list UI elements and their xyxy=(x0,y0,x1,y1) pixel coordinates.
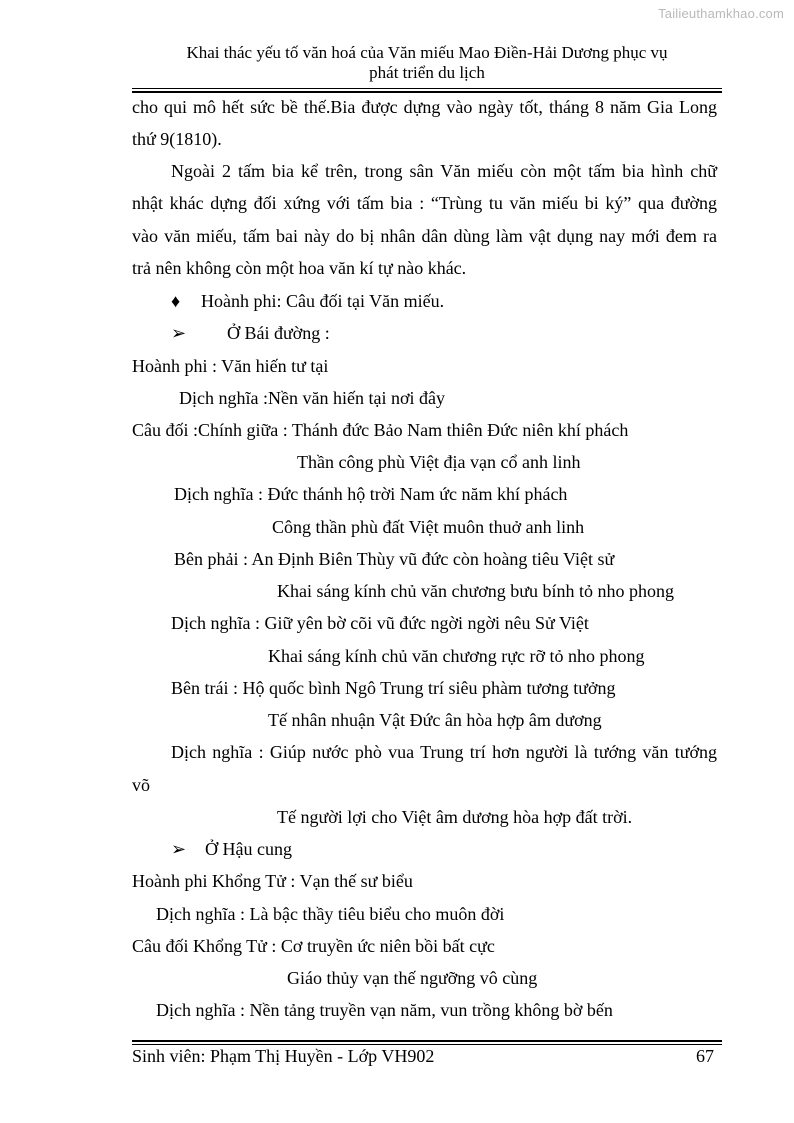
diamond-bullet-icon: ♦ xyxy=(171,291,181,311)
bullet-item xyxy=(171,838,292,860)
header-title-line-1: Khai thác yếu tố văn hoá của Văn miếu Mao Điền-Hải Dương phục vụ xyxy=(186,43,668,62)
body-line: nhật khác dựng đối xứng với tấm bia : “Trùng tu văn miếu bi ký” qua đường xyxy=(132,193,717,213)
body-line: võ xyxy=(132,775,150,795)
body-line: trả nên không còn một hoa văn kí tự nào khác. xyxy=(132,258,467,278)
watermark: Tailieuthamkhao.com xyxy=(658,6,784,21)
body-line: Thần công phù Việt địa vạn cổ anh linh xyxy=(297,452,581,472)
body-line: Dịch nghĩa : Giữ yên bờ cõi vũ đức ngời ngời nêu Sử Việt xyxy=(171,613,589,633)
header-title-line-2: phát triển du lịch xyxy=(369,63,485,82)
body-line: Hoành phi Khổng Tử : Vạn thế sư biểu xyxy=(132,871,413,891)
body-line: Hoành phi : Văn hiến tư tại xyxy=(132,356,329,376)
arrow-bullet-icon: ➢ xyxy=(171,323,187,343)
body-line: thứ 9(1810). xyxy=(132,129,222,149)
body-line: Bên phải : An Định Biên Thùy vũ đức còn hoàng tiêu Việt sử xyxy=(174,549,615,569)
body-line: Dịch nghĩa : Đức thánh hộ trời Nam ức năm khí phách xyxy=(174,484,568,504)
header-rule xyxy=(132,88,722,89)
body-line: Tế người lợi cho Việt âm dương hòa hợp đất trời. xyxy=(277,807,633,827)
bullet-text: Hoành phi: Câu đối tại Văn miếu. xyxy=(201,291,445,311)
body-line: Dịch nghĩa : Giúp nước phò vua Trung trí hơn người là tướng văn tướng xyxy=(171,742,717,762)
bullet-item xyxy=(171,322,330,344)
bullet-text: Ở Hậu cung xyxy=(205,839,292,859)
footer-rule-thick xyxy=(132,1040,722,1042)
bullet-text: Ở Bái đường : xyxy=(227,323,330,343)
bullet-item xyxy=(171,290,444,312)
body-line: Dịch nghĩa :Nền văn hiến tại nơi đây xyxy=(179,388,445,408)
body-line: Câu đối :Chính giữa : Thánh đức Bảo Nam thiên Đức niên khí phách xyxy=(132,420,629,440)
body-line: Khai sáng kính chủ văn chương bưu bính tỏ nho phong xyxy=(277,581,674,601)
body-line: cho qui mô hết sức bề thế.Bia được dựng vào ngày tốt, tháng 8 năm Gia Long xyxy=(132,97,717,117)
arrow-bullet-icon: ➢ xyxy=(171,839,187,859)
body-line: Công thần phù đất Việt muôn thuở anh linh xyxy=(272,517,585,537)
page-number: 67 xyxy=(696,1046,714,1066)
body-line: Giáo thủy vạn thế ngưỡng vô cùng xyxy=(287,968,538,988)
body-line: Tế nhân nhuận Vật Đức ân hòa hợp âm dương xyxy=(268,710,602,730)
body-line: Dịch nghĩa : Nền tảng truyền vạn năm, vun trồng không bờ bến xyxy=(156,1000,613,1020)
body-line: Dịch nghĩa : Là bậc thầy tiêu biểu cho muôn đời xyxy=(156,904,505,924)
body-line: Bên trái : Hộ quốc bình Ngô Trung trí siêu phàm tương tưởng xyxy=(171,678,616,698)
header-rule-thick xyxy=(132,91,722,93)
body-line: vào văn miếu, tấm bai này do bị nhân dân dùng làm vật dụng nay mới đem ra xyxy=(132,226,717,246)
page-header xyxy=(132,43,722,83)
body-line: Câu đối Khổng Tử : Cơ truyền ức niên bồi bất cực xyxy=(132,936,495,956)
footer-student-info: Sinh viên: Phạm Thị Huyền - Lớp VH902 xyxy=(132,1046,435,1066)
body-line: Khai sáng kính chủ văn chương rực rỡ tỏ nho phong xyxy=(268,646,645,666)
paragraph-first-line: Ngoài 2 tấm bia kể trên, trong sân Văn miếu còn một tấm bia hình chữ xyxy=(171,161,717,181)
